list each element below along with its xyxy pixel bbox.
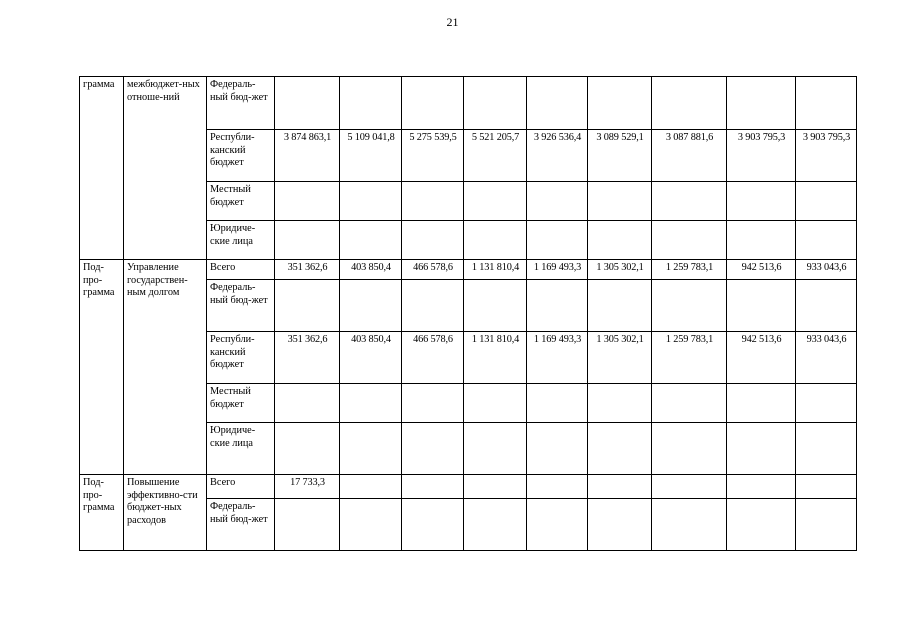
budget-table [79,76,857,551]
amount-cell [652,499,727,551]
amount-cell [796,182,857,221]
amount-cell [527,77,588,130]
amount-cell: 5 275 539,5 [402,130,464,182]
funding-source-cell: Республи-канский бюджет [207,332,275,384]
amount-cell: 1 305 302,1 [588,260,652,280]
amount-cell: 942 513,6 [727,260,796,280]
amount-cell [588,77,652,130]
amount-cell [464,182,527,221]
amount-cell: 3 874 863,1 [275,130,340,182]
program-type-cell: Под-про-грамма [80,475,124,551]
funding-source-cell: Федераль-ный бюд-жет [207,499,275,551]
amount-cell [796,423,857,475]
amount-cell [402,499,464,551]
amount-cell [464,77,527,130]
amount-cell [340,423,402,475]
amount-cell: 3 926 536,4 [527,130,588,182]
amount-cell [527,475,588,499]
amount-cell [275,384,340,423]
amount-cell: 351 362,6 [275,260,340,280]
table-row [80,77,857,130]
amount-cell: 466 578,6 [402,332,464,384]
amount-cell [527,280,588,332]
amount-cell [275,499,340,551]
amount-cell [340,221,402,260]
funding-source-cell: Федераль-ный бюд-жет [207,280,275,332]
amount-cell [727,77,796,130]
amount-cell: 5 109 041,8 [340,130,402,182]
amount-cell: 466 578,6 [402,260,464,280]
amount-cell [402,77,464,130]
amount-cell: 403 850,4 [340,332,402,384]
amount-cell [796,475,857,499]
amount-cell [275,423,340,475]
amount-cell: 933 043,6 [796,332,857,384]
amount-cell: 1 259 783,1 [652,260,727,280]
amount-cell [275,182,340,221]
amount-cell [796,221,857,260]
amount-cell [402,423,464,475]
amount-cell [402,280,464,332]
program-type-cell: Под-про-грамма [80,260,124,475]
program-name-cell: Управление государствен-ным долгом [124,260,207,475]
amount-cell: 1 169 493,3 [527,260,588,280]
amount-cell [796,280,857,332]
amount-cell: 5 521 205,7 [464,130,527,182]
amount-cell [796,499,857,551]
amount-cell [727,499,796,551]
amount-cell: 1 259 783,1 [652,332,727,384]
amount-cell [588,221,652,260]
amount-cell [464,423,527,475]
amount-cell: 351 362,6 [275,332,340,384]
amount-cell [340,499,402,551]
funding-source-cell: Юридиче-ские лица [207,221,275,260]
amount-cell [527,384,588,423]
amount-cell [275,221,340,260]
amount-cell [588,182,652,221]
amount-cell: 3 903 795,3 [727,130,796,182]
amount-cell [652,77,727,130]
page-number: 21 [446,15,459,29]
funding-source-cell: Всего [207,475,275,499]
amount-cell [796,77,857,130]
amount-cell [527,221,588,260]
amount-cell [588,499,652,551]
amount-cell [402,221,464,260]
amount-cell [652,423,727,475]
amount-cell [727,182,796,221]
amount-cell: 1 169 493,3 [527,332,588,384]
amount-cell [340,384,402,423]
amount-cell [727,423,796,475]
amount-cell [652,384,727,423]
amount-cell [527,499,588,551]
funding-source-cell: Всего [207,260,275,280]
amount-cell [588,475,652,499]
amount-cell [464,475,527,499]
amount-cell: 3 903 795,3 [796,130,857,182]
amount-cell [527,423,588,475]
amount-cell: 1 305 302,1 [588,332,652,384]
amount-cell [402,475,464,499]
amount-cell [402,384,464,423]
amount-cell: 3 089 529,1 [588,130,652,182]
amount-cell [527,182,588,221]
amount-cell [464,221,527,260]
amount-cell [340,77,402,130]
funding-source-cell: Местный бюджет [207,182,275,221]
amount-cell [275,77,340,130]
amount-cell [727,475,796,499]
amount-cell: 1 131 810,4 [464,260,527,280]
amount-cell [652,221,727,260]
amount-cell [402,182,464,221]
amount-cell: 17 733,3 [275,475,340,499]
amount-cell [588,384,652,423]
amount-cell [727,384,796,423]
amount-cell [588,423,652,475]
amount-cell [340,182,402,221]
amount-cell [464,499,527,551]
amount-cell [727,221,796,260]
funding-source-cell: Юридиче-ские лица [207,423,275,475]
amount-cell [340,475,402,499]
funding-source-cell: Местный бюджет [207,384,275,423]
amount-cell: 942 513,6 [727,332,796,384]
amount-cell [340,280,402,332]
amount-cell: 403 850,4 [340,260,402,280]
amount-cell [796,384,857,423]
amount-cell [652,280,727,332]
amount-cell: 1 131 810,4 [464,332,527,384]
program-type-cell: грамма [80,77,124,260]
amount-cell [464,384,527,423]
amount-cell: 3 087 881,6 [652,130,727,182]
table-row [80,260,857,280]
amount-cell [652,182,727,221]
amount-cell [275,280,340,332]
funding-source-cell: Федераль-ный бюд-жет [207,77,275,130]
amount-cell [652,475,727,499]
amount-cell [464,280,527,332]
amount-cell [588,280,652,332]
table-row [80,475,857,499]
amount-cell [727,280,796,332]
program-name-cell: межбюджет-ных отноше-ний [124,77,207,260]
program-name-cell: Повышение эффективно-сти бюджет-ных расходов [124,475,207,551]
amount-cell: 933 043,6 [796,260,857,280]
funding-source-cell: Республи-канский бюджет [207,130,275,182]
